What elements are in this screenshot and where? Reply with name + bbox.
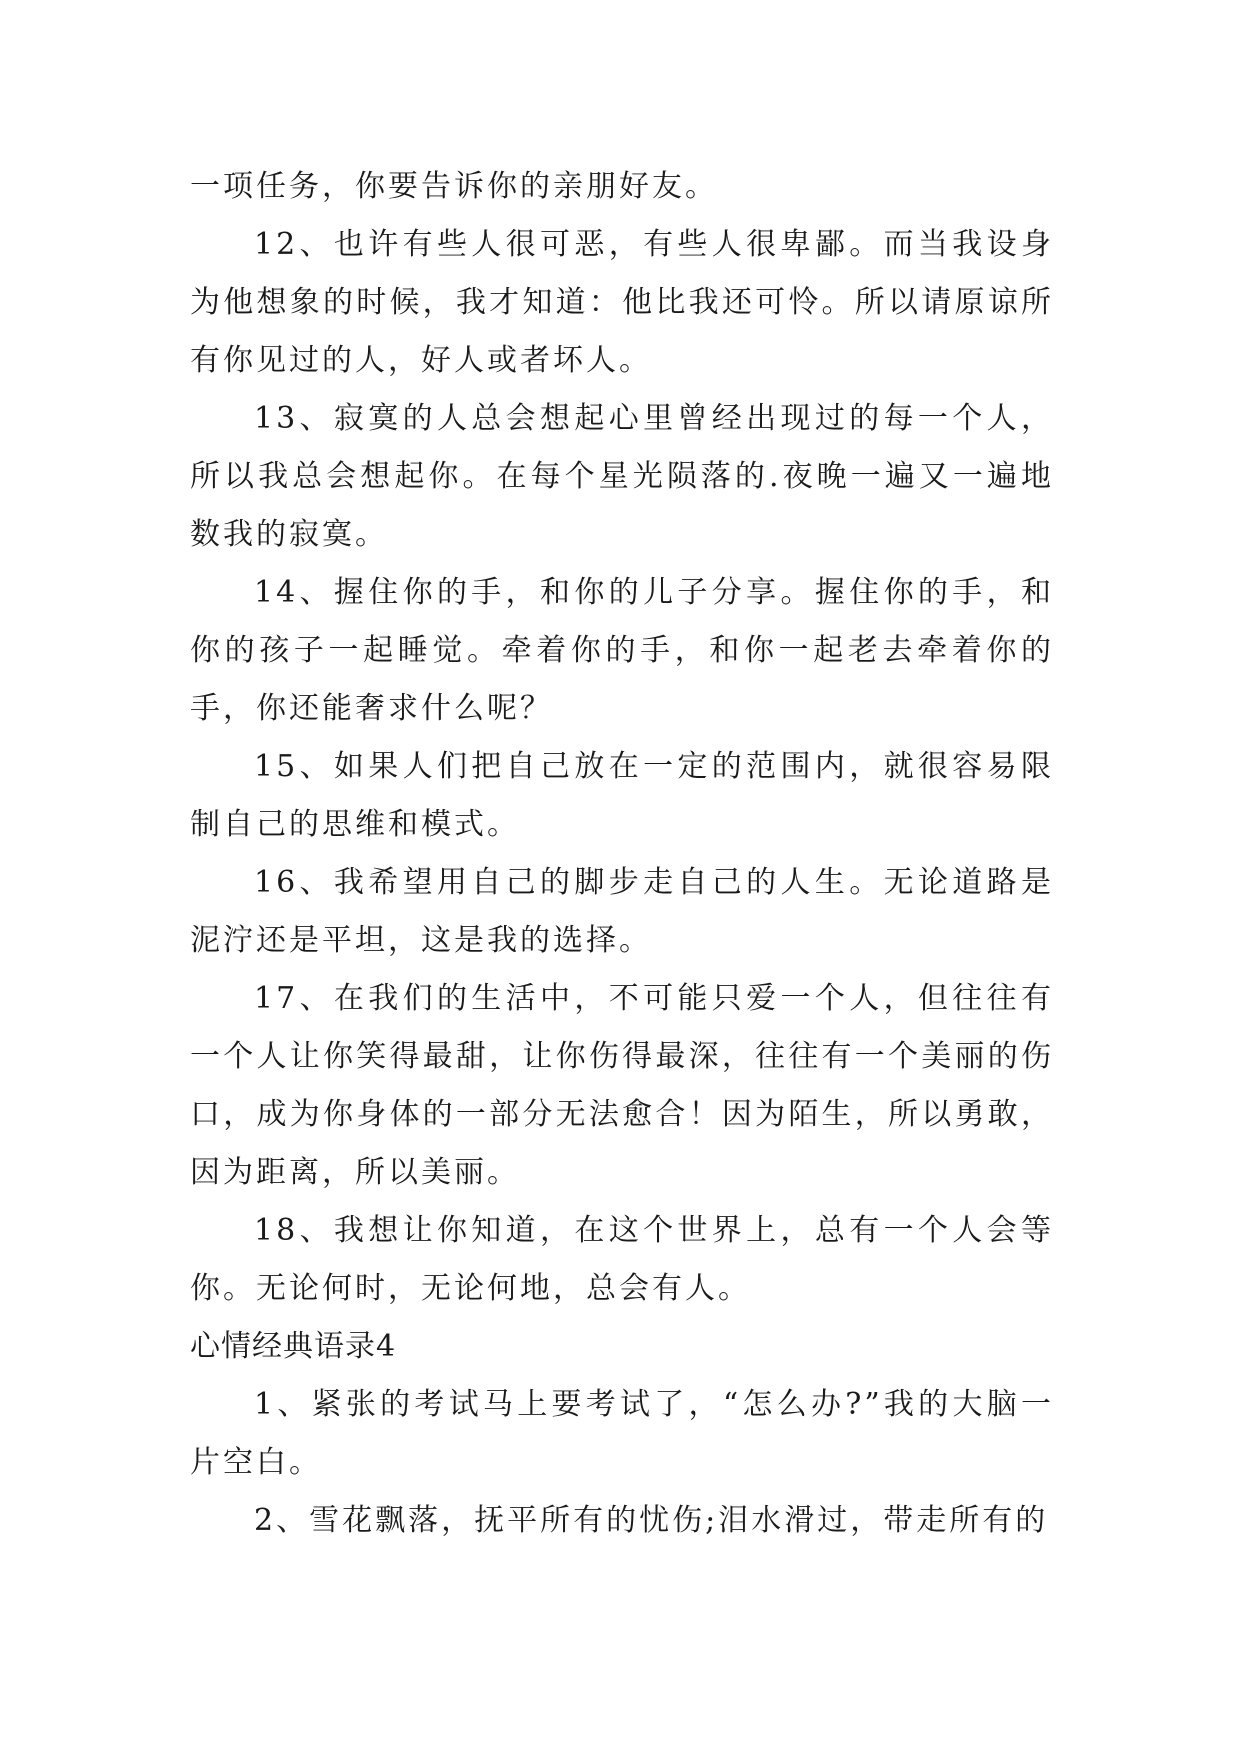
- quote-16: 16、我希望用自己的脚步走自己的人生。无论道路是泥泞还是平坦，这是我的选择。: [190, 865, 1054, 958]
- section-quote-2: 2、雪花飘落，抚平所有的忧伤;泪水滑过，带走所有的: [254, 1503, 1049, 1538]
- section-heading: 心情经典语录4: [190, 1329, 397, 1364]
- quote-18: 18、我想让你知道，在这个世界上，总有一个人会等你。无论何时，无论何地，总会有人。: [190, 1213, 1054, 1306]
- quote-15: 15、如果人们把自己放在一定的范围内，就很容易限制自己的思维和模式。: [190, 749, 1054, 842]
- paragraph-continuation: 一项任务，你要告诉你的亲朋好友。: [190, 169, 718, 204]
- quote-17: 17、在我们的生活中，不可能只爱一个人，但往往有一个人让你笑得最甜，让你伤得最深，往往有一个美丽的伤口，成为你身体的一部分无法愈合！因为陌生，所以勇敢，因为距离，所以美丽。: [190, 981, 1054, 1190]
- quote-14: 14、握住你的手，和你的儿子分享。握住你的手，和你的孩子一起睡觉。牵着你的手，和你一起老去牵着你的手，你还能奢求什么呢？: [190, 575, 1054, 726]
- quote-13: 13、寂寞的人总会想起心里曾经出现过的每一个人，所以我总会想起你。在每个星光陨落的.夜晚一遍又一遍地数我的寂寞。: [190, 401, 1054, 552]
- document-body: [190, 158, 1054, 1550]
- quote-12: 12、也许有些人很可恶，有些人很卑鄙。而当我设身为他想象的时候，我才知道：他比我还可怜。所以请原谅所有你见过的人，好人或者坏人。: [190, 227, 1054, 378]
- section-quote-1: 1、紧张的考试马上要考试了，“怎么办?”我的大脑一片空白。: [190, 1387, 1054, 1480]
